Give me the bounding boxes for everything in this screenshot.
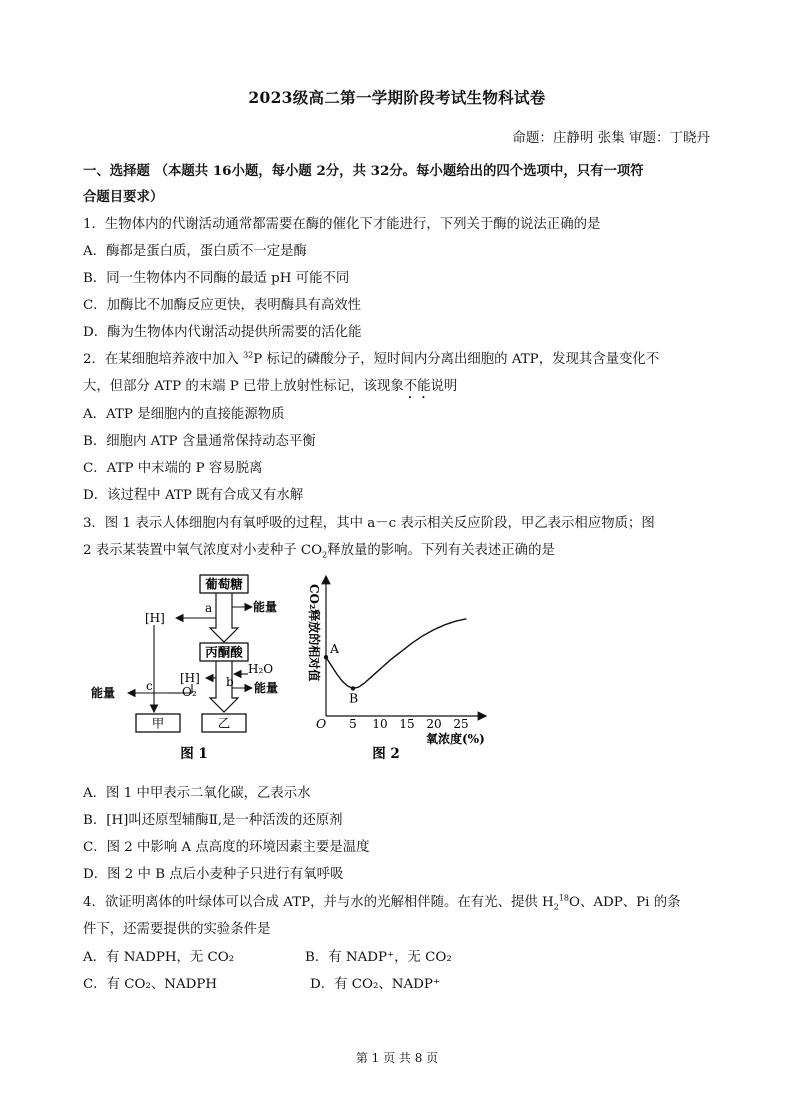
- q4-option-c: C．有 CO₂、NADPH: [83, 977, 218, 992]
- figure-1-caption: 图 1: [180, 746, 208, 762]
- pyruvate-label: 丙酮酸: [205, 644, 243, 660]
- yi-label: 乙: [217, 715, 231, 731]
- q2-stem2-part2: 说明: [430, 379, 458, 394]
- origin-label: O: [316, 716, 327, 731]
- q3-option-b: B．[H]叫还原型辅酶Ⅱ,是一种活泼的还原剂: [83, 813, 343, 828]
- x-tick-labels: [349, 717, 468, 731]
- q1-option-c: C．加酶比不加酶反应更快，表明酶具有高效性: [83, 298, 362, 313]
- energy-a-label: 能量: [253, 600, 278, 614]
- q3-sub-2: 2: [322, 550, 328, 560]
- energy-c-label: 能量: [91, 686, 116, 700]
- point-b-label: B: [349, 690, 359, 706]
- x-axis-label: 氧浓度(%): [426, 732, 485, 746]
- figure-1-diagram: [88, 570, 293, 765]
- q2-stem-part2: P 标记的磷酸分子，短时间内分离出细胞的 ATP，发现其含量变化不: [253, 352, 660, 367]
- q2-option-d: D．该过程中 ATP 既有合成又有水解: [83, 488, 304, 503]
- q1-option-d: D．酶为生物体内代谢活动提供所需要的活化能: [83, 325, 362, 340]
- figure-2-caption: 图 2: [372, 746, 400, 762]
- exam-title: 2023级高二第一学期阶段考试生物科试卷: [248, 88, 546, 107]
- energy-b-label: 能量: [254, 681, 279, 695]
- q4-sub-2: 2: [553, 902, 559, 912]
- q4-stem: [83, 891, 681, 912]
- q4-stem-part2: O、ADP、Pi 的条: [568, 895, 681, 910]
- q3-option-a: A．图 1 中甲表示二氧化碳，乙表示水: [83, 786, 311, 801]
- h2o-label: H₂O: [248, 662, 274, 676]
- q2-option-a: A．ATP 是细胞内的直接能源物质: [83, 407, 285, 422]
- x-tick-label: 5: [349, 717, 357, 731]
- q4-option-d: D．有 CO₂、NADP⁺: [310, 977, 440, 992]
- stage-c-label: c: [146, 679, 153, 693]
- q1-stem: 1．生物体内的代谢活动通常都需要在酶的催化下才能进行，下列关于酶的说法正确的是: [83, 217, 601, 232]
- q4-option-b: B．有 NADP⁺，无 CO₂: [305, 950, 452, 965]
- x-tick-label: 20: [426, 717, 442, 731]
- o2-label: O₂: [182, 685, 197, 699]
- stage-b-arrow: [210, 661, 238, 712]
- y-axis-label: CO₂释放的相对值: [307, 584, 321, 682]
- stage-a-label: a: [205, 601, 213, 615]
- q2-sup-32: 32: [243, 350, 254, 360]
- q3-stem-line2: [83, 539, 555, 560]
- q2-stem2-part1: 大，但部分 ATP 的末端 P 已带上放射性标记，该现象: [83, 379, 404, 394]
- q4-sup-18: 18: [558, 893, 569, 903]
- q4-option-a: A．有 NADPH，无 CO₂: [83, 950, 235, 965]
- q3-stem: 3．图 1 表示人体细胞内有氧呼吸的过程，其中 a－c 表示相关反应阶段，甲乙表示相应物质；图: [83, 516, 655, 531]
- co2-release-curve: [326, 619, 466, 689]
- x-tick-label: 25: [453, 717, 469, 731]
- point-a-label: A: [330, 641, 340, 657]
- section-heading-cont: 合题目要求）: [83, 189, 164, 205]
- jia-label: 甲: [151, 715, 165, 731]
- q2-emphasis: 不能: [403, 379, 431, 394]
- q2-stem-line2: [83, 375, 457, 402]
- q2-option-b: B．细胞内 ATP 含量通常保持动态平衡: [83, 434, 316, 449]
- q4-stem-line2: 件下，还需要提供的实验条件是: [83, 922, 271, 937]
- q4-stem-part1: 4．欲证明离体的叶绿体可以合成 ATP，并与水的光解相伴随。在有光、提供 H: [83, 895, 554, 910]
- stage-b-label: b: [226, 675, 234, 689]
- q2-stem: [83, 348, 659, 367]
- page-footer: 第 1 页 共 8 页: [355, 1051, 439, 1065]
- authors-line: 命题：庄静明 张集 审题：丁晓丹: [512, 130, 710, 146]
- q2-option-c: C．ATP 中末端的 P 容易脱离: [83, 461, 263, 476]
- q3-option-c: C．图 2 中影响 A 点高度的环境因素主要是温度: [83, 840, 370, 855]
- x-tick-label: 10: [372, 717, 388, 731]
- h-label-1: [H]: [145, 611, 165, 625]
- q3-stem2-part1: 2 表示某装置中氧气浓度对小麦种子 CO: [83, 543, 323, 558]
- figure-2-chart: [296, 566, 496, 766]
- q3-option-d: D．图 2 中 B 点后小麦种子只进行有氧呼吸: [83, 867, 344, 882]
- q3-stem2-part2: 释放量的影响。下列有关表述正确的是: [327, 543, 555, 558]
- section-heading: 一、选择题 （本题共 16小题，每小题 2分，共 32分。每小题给出的四个选项中，只有一项符: [83, 163, 644, 179]
- point-a-marker: [324, 655, 328, 659]
- q2-stem-part1: 2．在某细胞培养液中加入: [83, 352, 244, 367]
- h-label-2: [H]: [180, 671, 200, 685]
- q1-option-b: B．同一生物体内不同酶的最适 pH 可能不同: [83, 271, 350, 286]
- q1-option-a: A．酶都是蛋白质，蛋白质不一定是酶: [83, 244, 307, 259]
- x-tick-label: 15: [399, 717, 415, 731]
- glucose-label: 葡萄糖: [205, 576, 243, 592]
